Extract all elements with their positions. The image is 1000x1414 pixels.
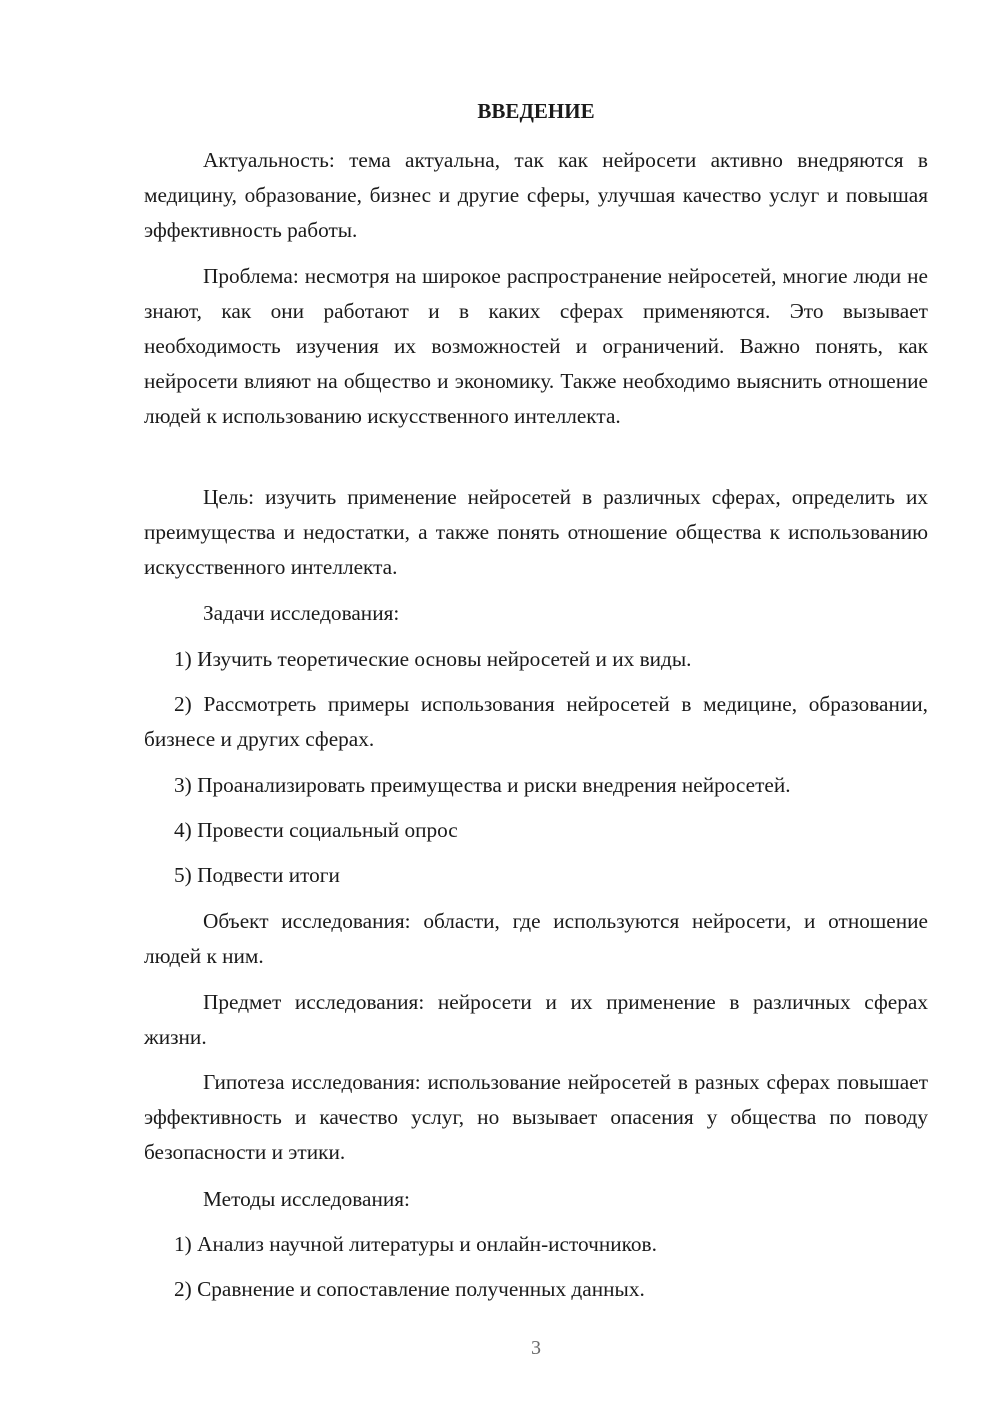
method-item-2: 2) Сравнение и сопоставление полученных данных.	[174, 1277, 645, 1301]
task-item-5: 5) Подвести итоги	[174, 863, 340, 887]
task-item-4: 4) Провести социальный опрос	[174, 818, 458, 842]
paragraph-object: Объект исследования: области, где используются нейросети, и отношение людей к ним.	[144, 909, 928, 968]
page-title: ВВЕДЕНИЕ	[477, 99, 595, 123]
method-item-1: 1) Анализ научной литературы и онлайн-источников.	[174, 1232, 657, 1256]
task-item-3: 3) Проанализировать преимущества и риски внедрения нейросетей.	[174, 773, 791, 797]
paragraph-relevance: Актуальность: тема актуальна, так как нейросети активно внедряются в медицину, образование, бизнес и другие сферы, улучшая качество услуг и повышая эффективность работы.	[144, 148, 928, 242]
page-number: 3	[531, 1337, 541, 1359]
paragraph-goal: Цель: изучить применение нейросетей в различных сферах, определить их преимущества и недостатки, а также понять отношение общества к использованию искусственного интеллекта.	[144, 485, 928, 579]
task-item-1: 1) Изучить теоретические основы нейросетей и их виды.	[174, 647, 692, 671]
methods-heading: Методы исследования:	[203, 1187, 410, 1211]
paragraph-problem: Проблема: несмотря на широкое распространение нейросетей, многие люди не знают, как они работают и в каких сферах применяются. Это вызывает необходимость изучения их возможностей и ограничений. Важно понять, как нейросети влияют на общество и экономику. Также необходимо выяснить отношение людей к использованию искусственного интеллекта.	[144, 264, 928, 428]
task-item-2: 2) Рассмотреть примеры использования нейросетей в медицине, образовании, бизнесе и других сферах.	[144, 692, 928, 751]
paragraph-subject: Предмет исследования: нейросети и их применение в различных сферах жизни.	[144, 990, 928, 1049]
paragraph-hypothesis: Гипотеза исследования: использование нейросетей в разных сферах повышает эффективность и качество услуг, но вызывает опасения у общества по поводу безопасности и этики.	[144, 1070, 928, 1164]
tasks-heading: Задачи исследования:	[203, 601, 400, 625]
document-page	[144, 0, 928, 1414]
